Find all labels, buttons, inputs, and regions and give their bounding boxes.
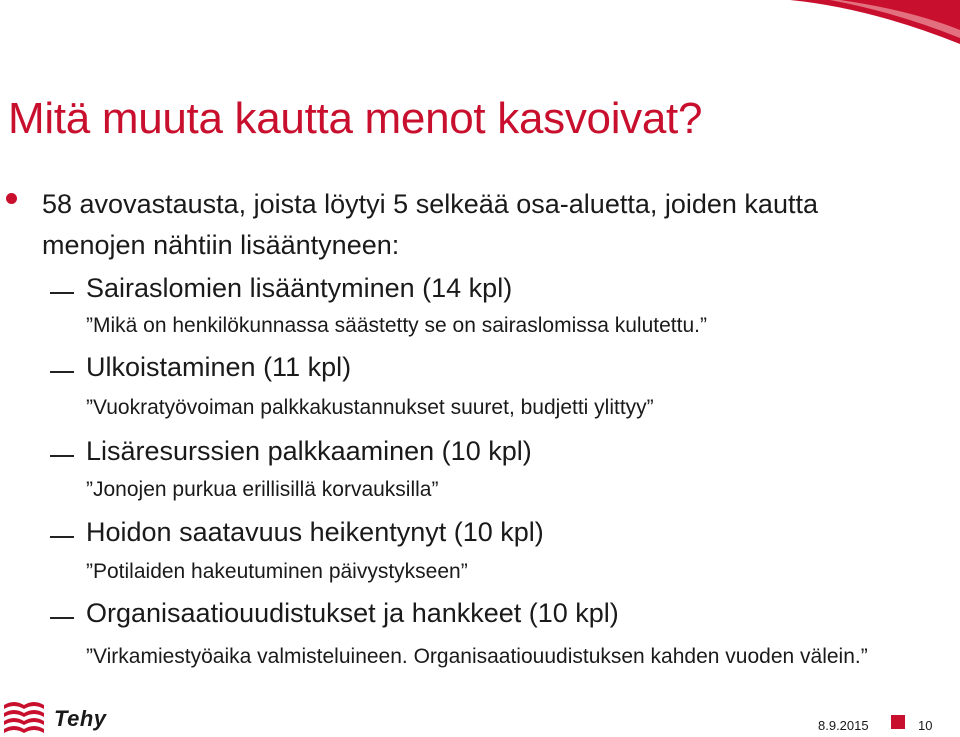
item-heading: Hoidon saatavuus heikentynyt (10 kpl) — [86, 517, 544, 547]
item-heading: Sairaslomien lisääntyminen (14 kpl) — [86, 273, 513, 303]
tehy-logo-text: Tehy — [54, 706, 107, 731]
dash-icon — [50, 536, 74, 538]
intro-text: 58 avovastausta, joista löytyi 5 selkeää osa-aluetta, joiden kautta menojen nähtiin lisääntyneen: — [42, 189, 818, 260]
item-heading: Ulkoistaminen (11 kpl) — [86, 352, 352, 382]
dash-icon — [50, 292, 74, 294]
item-heading: Lisäresurssien palkkaaminen (10 kpl) — [86, 436, 532, 466]
corner-decoration — [720, 0, 960, 80]
page-number: 10 — [918, 718, 933, 733]
footer-date: 8.9.2015 — [818, 718, 869, 733]
dash-icon — [50, 617, 74, 619]
item-quote: ”Vuokratyövoiman palkkakustannukset suuret, budjetti ylittyy” — [86, 396, 654, 419]
item-quote: ”Mikä on henkilökunnassa säästetty se on sairaslomissa kulutettu.” — [86, 314, 707, 337]
item-quote: ”Virkamiestyöaika valmisteluineen. Organisaatiouudistuksen kahden vuoden välein.” — [86, 645, 868, 668]
bullet-icon — [6, 193, 17, 204]
item-quote: ”Jonojen purkua erillisillä korvauksilla” — [86, 478, 439, 501]
slide-title: Mitä muuta kautta menot kasvoivat? — [8, 94, 703, 143]
item-heading: Organisaatiouudistukset ja hankkeet (10 kpl) — [86, 598, 619, 628]
tehy-logo-icon — [0, 697, 52, 737]
item-quote: ”Potilaiden hakeutuminen päivystykseen” — [86, 560, 468, 583]
footer-square — [891, 715, 905, 729]
dash-icon — [50, 371, 74, 373]
dash-icon — [50, 455, 74, 457]
